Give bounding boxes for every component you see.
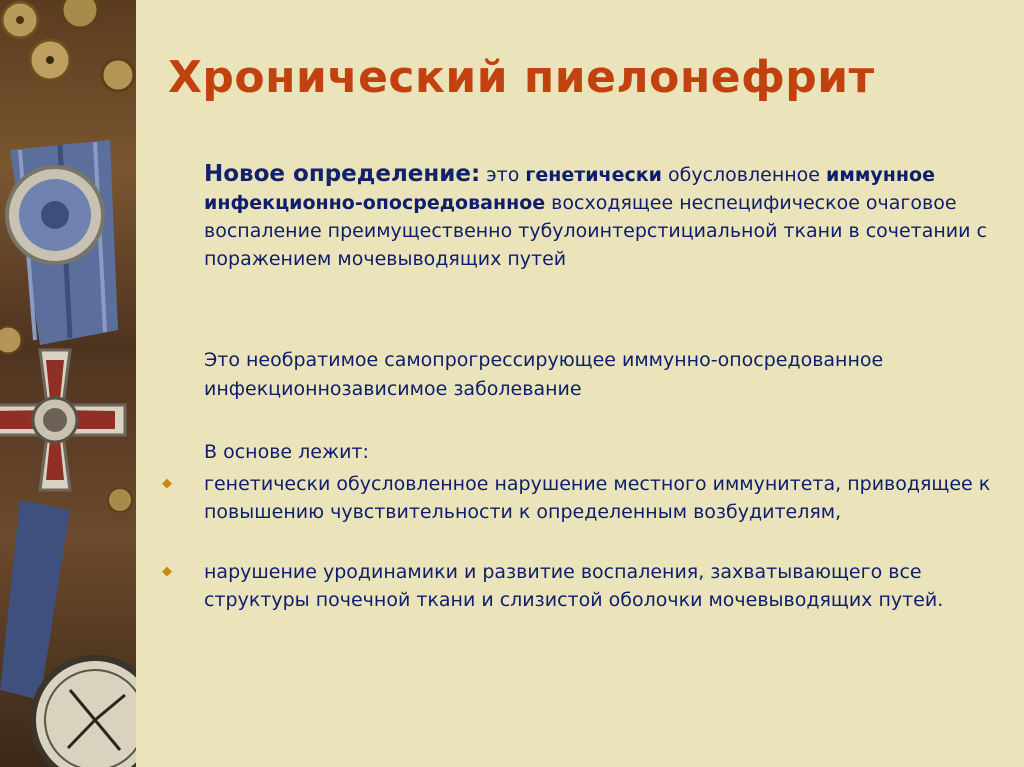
bullet-diamond-icon: ◆	[162, 564, 172, 579]
statement-paragraph: Это необратимое самопрогрессирующее иммунно-опосредованное инфекционнозависимое заболевание	[204, 349, 884, 400]
list-item: нарушение уродинамики и развитие воспаления, захватывающего все структуры почечной ткани и слизистой оболочки мочевыводящих путей.	[204, 561, 944, 611]
list-item: генетически обусловленное нарушение местного иммунитета, приводящее к повышению чувствительности к определенным возбудителям,	[204, 473, 991, 523]
definition-text-3: восходящее неспецифическое очаговое воспаление преимущественно тубулоинтерстициальной ткани в сочетании с поражением мочевыводящих путей	[204, 192, 987, 270]
definition-lead: Новое определение:	[204, 161, 481, 187]
slide-title: Хронический пиелонефрит	[168, 52, 875, 103]
definition-bold-2: иммунное инфекционно-опосредованное	[204, 164, 935, 214]
basis-heading: В основе лежит:	[204, 441, 369, 463]
bullet-diamond-icon: ◆	[162, 476, 172, 491]
definition-paragraph	[204, 160, 1004, 273]
definition-bold-1: генетически	[525, 164, 662, 186]
definition-text-2: обусловленное	[661, 164, 827, 186]
definition-text-1: это	[480, 164, 526, 186]
decorative-medals-image	[0, 0, 136, 767]
slide-content	[136, 0, 1024, 767]
medals-illustration	[0, 0, 136, 767]
